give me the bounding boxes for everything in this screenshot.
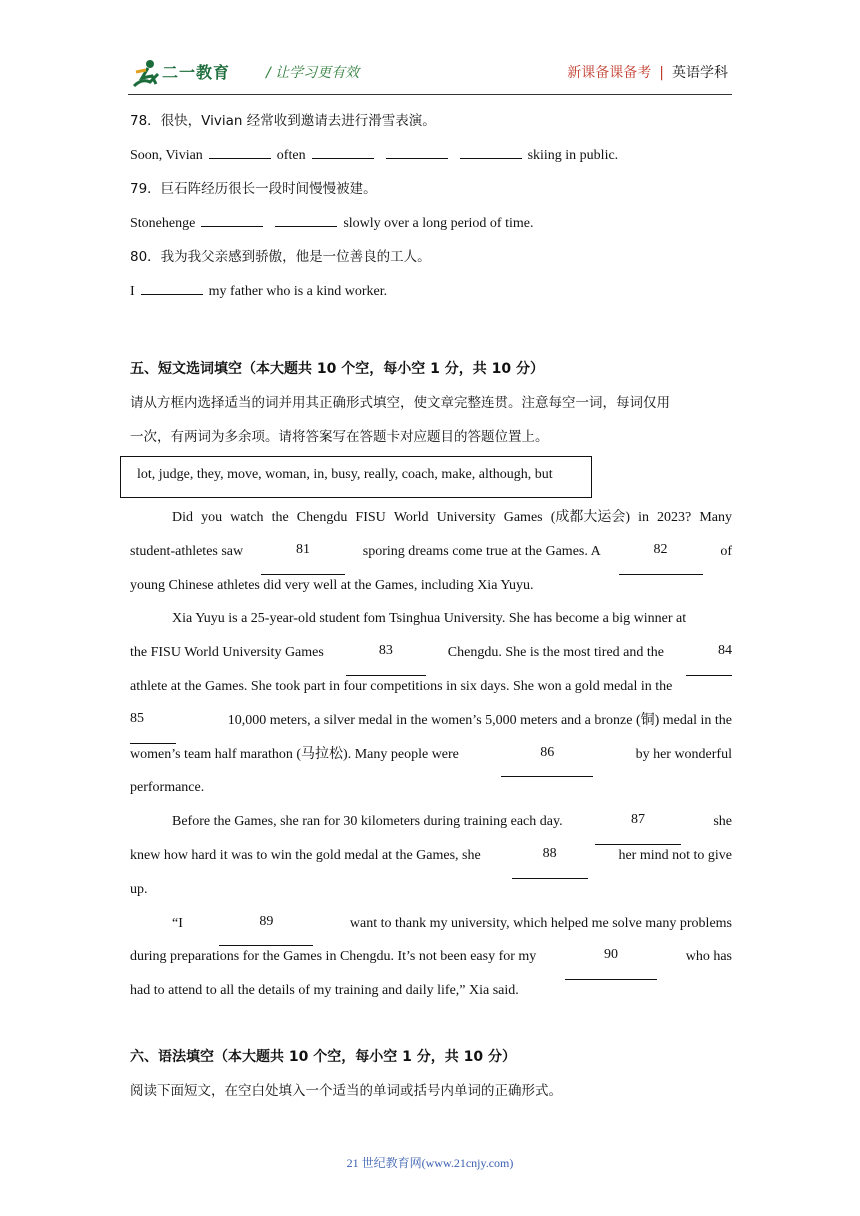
text: had to attend to all the details of my training and daily life,” Xia said. <box>130 983 519 999</box>
p3-line-2 <box>130 845 732 879</box>
p1-line-1 <box>130 507 732 541</box>
q78-blank-4[interactable] <box>460 144 522 159</box>
p4-line-2 <box>130 946 732 980</box>
p2-line-1 <box>130 608 732 642</box>
word: Games <box>503 510 543 525</box>
q78-blank-1[interactable] <box>209 144 271 159</box>
q78-english <box>130 144 732 167</box>
header-subject: 英语学科 <box>672 65 728 81</box>
p3-line-3 <box>130 879 732 913</box>
q79-blank-1[interactable] <box>201 212 263 227</box>
word: Many <box>699 510 732 525</box>
q80-chinese: 80．我为我父亲感到骄傲，他是一位善良的工人。 <box>130 249 431 265</box>
word: Chengdu <box>296 510 348 525</box>
word: you <box>201 510 223 525</box>
q79-english <box>130 212 732 235</box>
q78-text-a: Soon, Vivian <box>130 148 203 163</box>
text: 10,000 meters, a silver medal in the women’s 5,000 meters and a bronze (铜) medal in the <box>227 712 732 728</box>
blank-85[interactable]: 85 <box>130 710 176 744</box>
q80-blank-1[interactable] <box>141 280 203 295</box>
q78-chinese: 78．很快，Vivian 经常收到邀请去进行滑雪表演。 <box>130 113 436 129</box>
q79-text-b: slowly over a long period of time. <box>343 216 534 231</box>
header-slogan: / 让学习更有效 <box>266 65 360 81</box>
text: women’s team half marathon (马拉松). Many people were <box>130 746 459 762</box>
passage <box>130 507 732 1014</box>
word: in <box>638 510 649 525</box>
q80-english <box>130 280 732 303</box>
blank-84[interactable]: 84 <box>686 642 732 676</box>
word: watch <box>230 510 264 525</box>
p1-line-2 <box>130 541 732 575</box>
p4-line-3 <box>130 980 732 1014</box>
text: Xia Yuyu is a 25-year-old student fom Tsinghua University. She has become a big winner at <box>172 611 687 627</box>
text: Before the Games, she ran for 30 kilometers during training each day. <box>172 814 563 830</box>
text: athlete at the Games. She took part in four competitions in six days. She won a gold medal in the <box>130 678 673 694</box>
word-bank-box <box>120 456 592 498</box>
q80-text-a: I <box>130 284 135 299</box>
word: FISU <box>355 510 386 525</box>
q78-text-c: skiing in public. <box>527 148 619 163</box>
text: want to thank my university, which helped me solve many problems <box>349 915 732 931</box>
logo-text: 二一教育 <box>162 63 231 82</box>
text: who has <box>685 949 732 965</box>
text: Chengdu. She is the most tired and the <box>447 645 664 661</box>
q80-text-b: my father who is a kind worker. <box>208 284 388 299</box>
p2-line-3 <box>130 676 732 710</box>
text: young Chinese athletes did very well at the Games, including Xia Yuyu. <box>130 577 534 593</box>
text: up. <box>130 881 148 897</box>
text: performance. <box>130 780 205 796</box>
q79-blank-2[interactable] <box>275 212 337 227</box>
p2-line-2 <box>130 642 732 676</box>
blank-87[interactable]: 87 <box>595 811 681 845</box>
word: World <box>393 510 429 525</box>
text: student-athletes saw <box>130 543 244 559</box>
blank-90[interactable]: 90 <box>565 946 657 980</box>
page-footer: 21 世纪教育网(www.21cnjy.com) <box>346 1156 514 1170</box>
blank-89[interactable]: 89 <box>219 913 313 947</box>
p2-line-5 <box>130 744 732 778</box>
p1-line-3 <box>130 575 732 609</box>
p4-line-1 <box>130 913 732 947</box>
text: the FISU World University Games <box>130 645 324 661</box>
word-bank-text: lot, judge, they, move, woman, in, busy, really, coach, make, although, but <box>137 467 553 482</box>
header-separator: | <box>659 65 664 81</box>
text: she <box>713 814 732 830</box>
header-tag: 新课备课备考 <box>567 65 652 81</box>
blank-83[interactable]: 83 <box>346 642 426 676</box>
p2-line-4 <box>130 710 732 744</box>
section5-title: 五、短文选词填空（本大题共 10 个空，每小空 1 分，共 10 分） <box>130 361 544 377</box>
blank-88[interactable]: 88 <box>512 845 588 879</box>
q79-chinese: 79．巨石阵经历很长一段时间慢慢被建。 <box>130 181 377 197</box>
word: (成都大运会) <box>550 510 631 525</box>
text: sporing dreams come true at the Games. A <box>362 543 601 559</box>
section6-title: 六、语法填空（本大题共 10 个空，每小空 1 分，共 10 分） <box>130 1049 516 1065</box>
q78-text-b: often <box>276 148 306 163</box>
q78-blank-2[interactable] <box>312 144 374 159</box>
text: of <box>720 543 732 559</box>
word: 2023? <box>657 510 692 525</box>
section6-instruction: 阅读下面短文，在空白处填入一个适当的单词或括号内单词的正确形式。 <box>130 1083 562 1099</box>
blank-82[interactable]: 82 <box>619 541 703 575</box>
word: University <box>436 510 496 525</box>
text: knew how hard it was to win the gold medal at the Games, she <box>130 847 481 863</box>
word: the <box>271 510 289 525</box>
section5-instruction-2: 一次，有两词为多余项。请将答案写在答题卡对应题目的答题位置上。 <box>130 429 549 445</box>
text: during preparations for the Games in Chengdu. It’s not been easy for my <box>130 949 537 965</box>
blank-86[interactable]: 86 <box>501 744 593 778</box>
text: her mind not to give <box>618 847 732 863</box>
q79-text-a: Stonehenge <box>130 216 196 231</box>
section5-instruction-1: 请从方框内选择适当的词并用其正确形式填空，使文章完整连贯。注意每空一词，每词仅用 <box>130 395 670 411</box>
p2-line-6 <box>130 777 732 811</box>
q78-blank-3[interactable] <box>386 144 448 159</box>
page-header <box>128 50 732 95</box>
text: by her wonderful <box>635 746 732 762</box>
word: Did <box>172 510 193 525</box>
text: “I <box>172 915 183 931</box>
blank-81[interactable]: 81 <box>261 541 345 575</box>
p3-line-1 <box>130 811 732 845</box>
header-right <box>567 62 728 82</box>
